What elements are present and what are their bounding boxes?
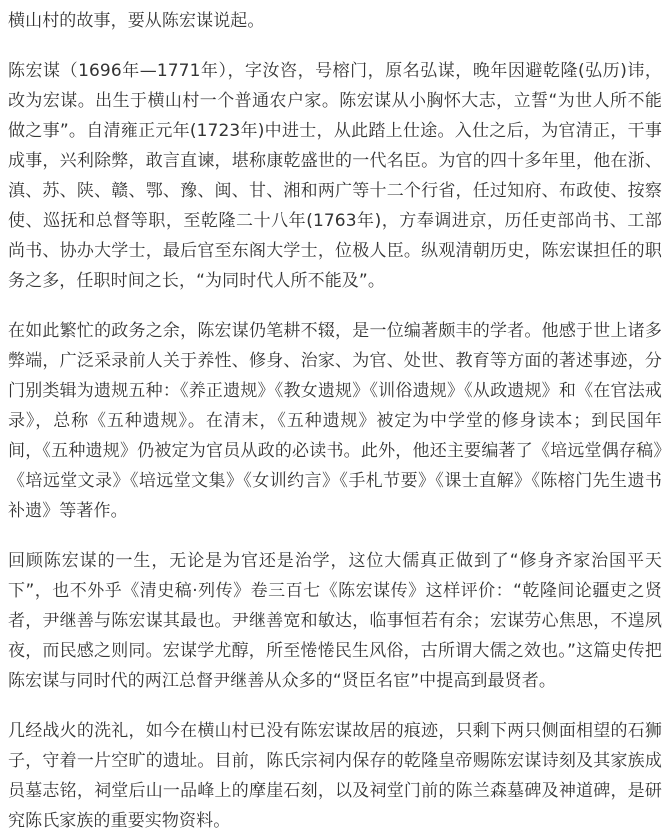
relics-paragraph: 几经战火的洗礼，如今在横山村已没有陈宏谋故居的痕迹，只剩下两只侧面相望的石狮子，守着一片空旷的遗址。目前，陈氏宗祠内保存的乾隆皇帝赐陈宏谋诗刻及其家族成员墓志铭，祠堂后山一品峰上的摩崖石刻，以及祠堂门前的陈兰森墓碑及神道碑，是研究陈氏家族的重要实物资料。 [8, 721, 662, 831]
evaluation-paragraph: 回顾陈宏谋的一生，无论是为官还是治学，这位大儒真正做到了“修身齐家治国平天下”，也不外乎《清史稿·列传》卷三百七《陈宏谋传》这样评价：“乾隆间论疆吏之贤者，尹继善与陈宏谋其最也。尹继善宽和敏达，临事恒若有余；宏谋劳心焦思，不遑夙夜，而民感之则同。宏谋学尤醇，所至惓惓民生风俗，古所谓大儒之效也。”这篇史传把陈宏谋与同时代的两江总督尹继善从众多的“贤臣名宦”中提高到最贤者。 [8, 551, 662, 691]
scholarship-paragraph: 在如此繁忙的政务之余，陈宏谋仍笔耕不辍，是一位编著颇丰的学者。他感于世上诸多弊端，广泛采录前人关于养性、修身、治家、为官、处世、教育等方面的著述事迹，分门别类辑为遗规五种：《养正遗规》《教女遗规》《训俗遗规》《从政遗规》和《在官法戒录》，总称《五种遗规》。在清末，《五种遗规》被定为中学堂的修身读本；到民国年间，《五种遗规》仍被定为官员从政的必读书。此外，他还主要编著了《培远堂偶存稿》《培远堂文录》《培远堂文集》《女训约言》《手札节要》《课士直解》《陈榕门先生遗书补遗》等著作。 [8, 321, 662, 521]
article-intro-paragraph: 横山村的故事，要从陈宏谋说起。 [8, 11, 265, 31]
biography-paragraph: 陈宏谋（1696年—1771年），字汝咨，号榕门，原名弘谋，晚年因避乾隆(弘历)讳，改为宏谋。出生于横山村一个普通农户家。陈宏谋从小胸怀大志，立誓“为世人所不能做之事”。自清雍正元年(1723年)中进士，从此踏上仕途。入仕之后，为官清正，干事成事，兴利除弊，敢言直谏，堪称康乾盛世的一代名臣。为官的四十多年里，他在浙、滇、苏、陕、赣、鄂、豫、闽、甘、湘和两广等十二个行省，任过知府、布政使、按察使、巡抚和总督等职，至乾隆二十八年(1763年)，方奉调进京，历任吏部尚书、工部尚书、协办大学士，最后官至东阁大学士，位极人臣。纵观清朝历史，陈宏谋担任的职务之多，任职时间之长，“为同时代人所不能及”。 [8, 61, 662, 291]
